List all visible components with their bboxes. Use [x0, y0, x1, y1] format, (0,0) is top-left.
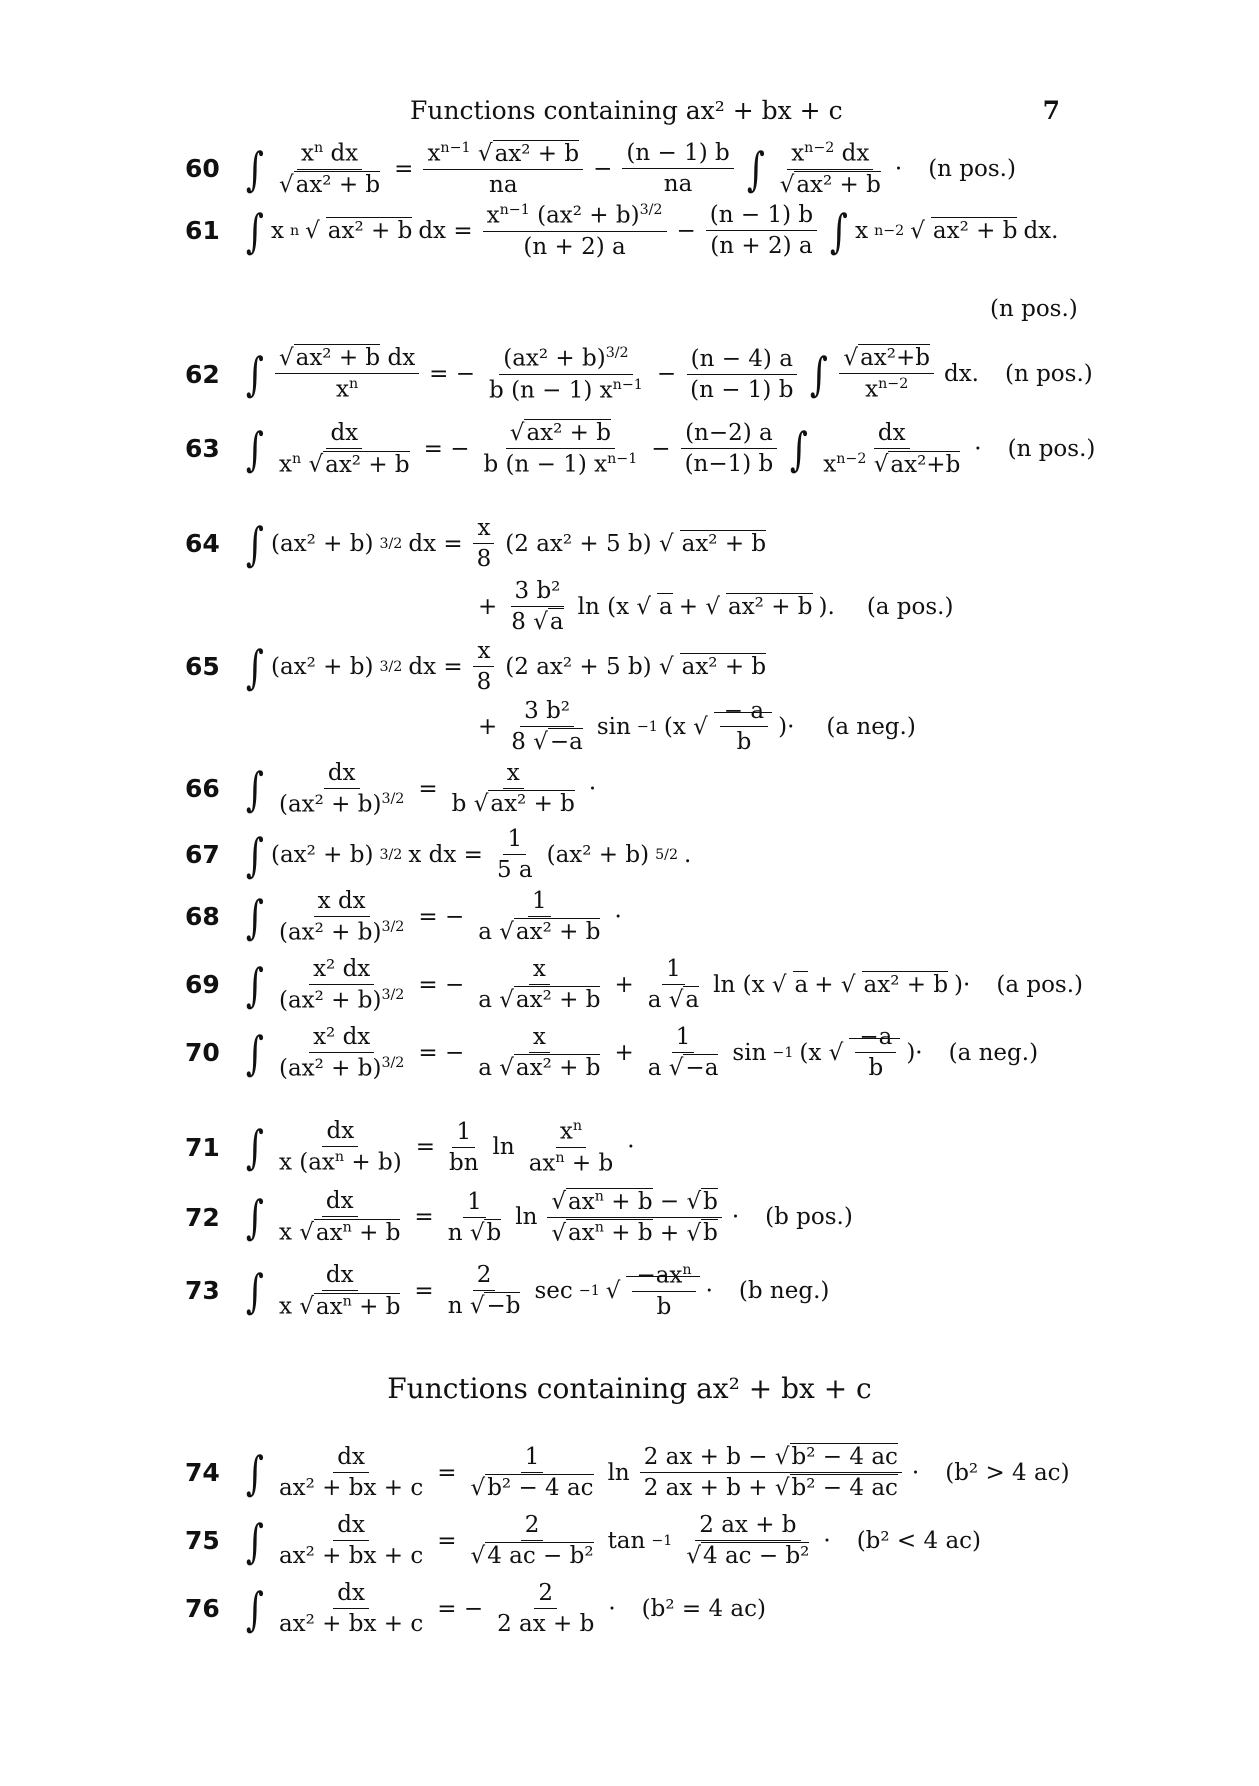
formula-body: ∫ (ax² + b) 3/2 dx = $\frac{x}{8}$ (2 ax² + 5 b) √ ax² + b — [245, 638, 767, 695]
formula-number: 74 — [185, 1458, 220, 1487]
formula-body: ∫ x n √ ax² + b dx = $\frac{x^{n-1} (ax^2 + b)^{3/2}}{(n + 2) a}$ − $\frac{(n - 1) b}{(n + 2) a}$ ∫ x n−2 √ ax² + b dx. — [245, 202, 1059, 260]
formula-condition: (b pos.) — [765, 1204, 853, 1231]
formula-number: 64 — [185, 529, 220, 558]
formula-74 — [185, 1444, 1070, 1501]
formula-76 — [185, 1580, 766, 1637]
formula-body: ∫ $\frac{dx}{x^n √ax^2 + b}$ = − $\frac{\text{√ax² + b}}{b (n - 1) x^{n-1}}$ − $\frac{(n-2) a}{(n-1) b}$ ∫ $\frac{dx}{x^{n-2} √ax^2+b}$ · — [245, 420, 982, 478]
formula-condition: (n pos.) — [928, 155, 1016, 182]
formula-body: ∫ $\frac{dx}{x (ax^n + b)}$ = $\frac{1}{bn}$ ln $\frac{x^n}{ax^n + b}$ · — [245, 1118, 635, 1177]
formula-number: 60 — [185, 154, 220, 184]
formula-condition: (n pos.) — [1004, 361, 1093, 388]
formula-71 — [185, 1118, 635, 1176]
formula-body: ∫ $\frac{dx}{\text{ax² + bx + c}}$ = − $\frac{2}{2 ax + b}$ · — [245, 1580, 616, 1637]
formula-68 — [185, 888, 622, 946]
formula-number: 72 — [185, 1202, 220, 1232]
formula-condition: (b² = 4 ac) — [641, 1595, 766, 1622]
formula-condition: (b² > 4 ac) — [945, 1459, 1070, 1486]
formula-66 — [185, 760, 596, 818]
formula-number: 71 — [185, 1132, 220, 1162]
formula-number: 67 — [185, 840, 220, 869]
formula-72 — [185, 1188, 853, 1246]
formula-body: ∫ $\frac{\text{x² dx}}{(ax^2 + b)^{3/2}}$ = − $\frac{x}{\text{a √ax² + b}}$ + $\frac{1}{a √a}$ ln (x √ a + √ ax² + b )· — [245, 956, 971, 1014]
formula-condition: (b neg.) — [738, 1277, 830, 1304]
formula-condition: (a neg.) — [948, 1039, 1039, 1066]
formula-65-continuation: + $\frac{\text{3 b²}}{8 √-a}$ sin −1 (x √ $\frac{- a}{b}$ )· (a neg.) — [478, 698, 916, 755]
formula-body: ∫ (ax² + b) 3/2 dx = $\frac{x}{8}$ (2 ax² + 5 b) √ ax² + b — [245, 515, 767, 572]
formula-63 — [185, 420, 1095, 478]
formula-condition: (n pos.) — [990, 296, 1078, 322]
formula-62 — [185, 345, 1093, 403]
formula-body: ∫ $\frac{dx}{\text{ax² + bx + c}}$ = $\frac{2}{\text{√4 ac − b²}}$ tan −1 $\frac{2 ax + b}{\text{√4 ac − b²}}$ · — [245, 1512, 831, 1569]
formula-body: ∫ (ax² + b) 3/2 x dx = $\frac{1}{5 a}$ (ax² + b) 5/2 . — [245, 826, 692, 883]
formula-body: ∫ $\frac{dx}{x √ax^n + b}$ = $\frac{2}{n √-b}$ sec −1 √ $\frac{-ax^n}{b}$ · — [245, 1262, 713, 1320]
formula-body: ∫ $\frac{\text{√ax² + b dx}}{x^n}$ = − $\frac{(ax^2 + b)^{3/2}}{b (n - 1) x^{n-1}}$ − $\frac{(n - 4) a}{(n - 1) b}$ ∫ $\frac{\text{√ax²+b}}{x^{n-2}}$ dx. — [245, 345, 979, 404]
formula-body: ∫ $\frac{\text{x² dx}}{(ax^2 + b)^{3/2}}$ = − $\frac{x}{\text{a √ax² + b}}$ + $\frac{1}{a √-a}$ sin −1 (x √ $\frac{-a}{b}$ )· — [245, 1024, 923, 1082]
formula-body: ∫ $\frac{\text{x dx}}{(ax^2 + b)^{3/2}}$ = − $\frac{1}{\text{a √ax² + b}}$ · — [245, 888, 622, 946]
formula-69 — [185, 956, 1083, 1014]
formula-body: ∫ $\frac{dx}{(ax^2 + b)^{3/2}}$ = $\frac{x}{\text{b √ax² + b}}$ · — [245, 760, 597, 818]
formula-condition: (a pos.) — [996, 971, 1083, 998]
formula-65 — [185, 638, 766, 695]
running-head-title: Functions containing ax² + bx + c — [410, 96, 843, 125]
formula-60 — [185, 140, 1016, 198]
formula-number: 66 — [185, 774, 220, 804]
formula-condition: (a pos.) — [866, 593, 954, 620]
section-heading: Functions containing ax² + bx + c — [387, 1372, 872, 1405]
formula-number: 69 — [185, 970, 220, 1000]
formula-condition: (n pos.) — [1007, 435, 1096, 462]
formula-condition: (a neg.) — [826, 713, 916, 740]
formula-condition: (b² < 4 ac) — [856, 1527, 982, 1554]
formula-number: 62 — [185, 359, 220, 389]
formula-number: 63 — [185, 434, 220, 464]
formula-number: 61 — [185, 216, 220, 246]
formula-body: ∫ $\frac{dx}{\text{ax² + bx + c}}$ = $\frac{1}{\text{√b² − 4 ac}}$ ln $\frac{\text{2 ax + b − √b² − 4 ac}}{\text{2 ax + b + √b² − 4 ac}}$ · — [245, 1444, 920, 1501]
formula-number: 73 — [185, 1276, 220, 1306]
formula-number: 70 — [185, 1038, 220, 1068]
formula-70 — [185, 1024, 1038, 1082]
formula-number: 75 — [185, 1526, 220, 1555]
formula-75 — [185, 1512, 981, 1569]
formula-number: 76 — [185, 1594, 220, 1623]
formula-number: 65 — [185, 652, 220, 681]
formula-number: 68 — [185, 902, 220, 932]
formula-body: ∫ $\frac{dx}{x √ax^n + b}$ = $\frac{1}{n √b}$ ln $\frac{√ax^n + b - √b}{√ax^n + b + √b}$ · — [245, 1188, 740, 1247]
formula-61 — [185, 202, 1058, 260]
formula-64-continuation: + $\frac{\text{3 b²}}{8 √a}$ ln (x √ a + √ ax² + b ). (a pos.) — [478, 578, 954, 635]
page-number: 7 — [1042, 96, 1060, 125]
formula-64 — [185, 515, 766, 572]
formula-body: ∫ $\frac{x^n dx}{\text{√ax² + b}}$ = $\frac{x^{n-1} √ax^2 + b}{na}$ − $\frac{(n - 1) b}{na}$ ∫ $\frac{x^{n-2} dx}{\text{√ax² + b}}$ · — [245, 140, 903, 198]
formula-67 — [185, 826, 691, 883]
formula-73 — [185, 1262, 829, 1320]
